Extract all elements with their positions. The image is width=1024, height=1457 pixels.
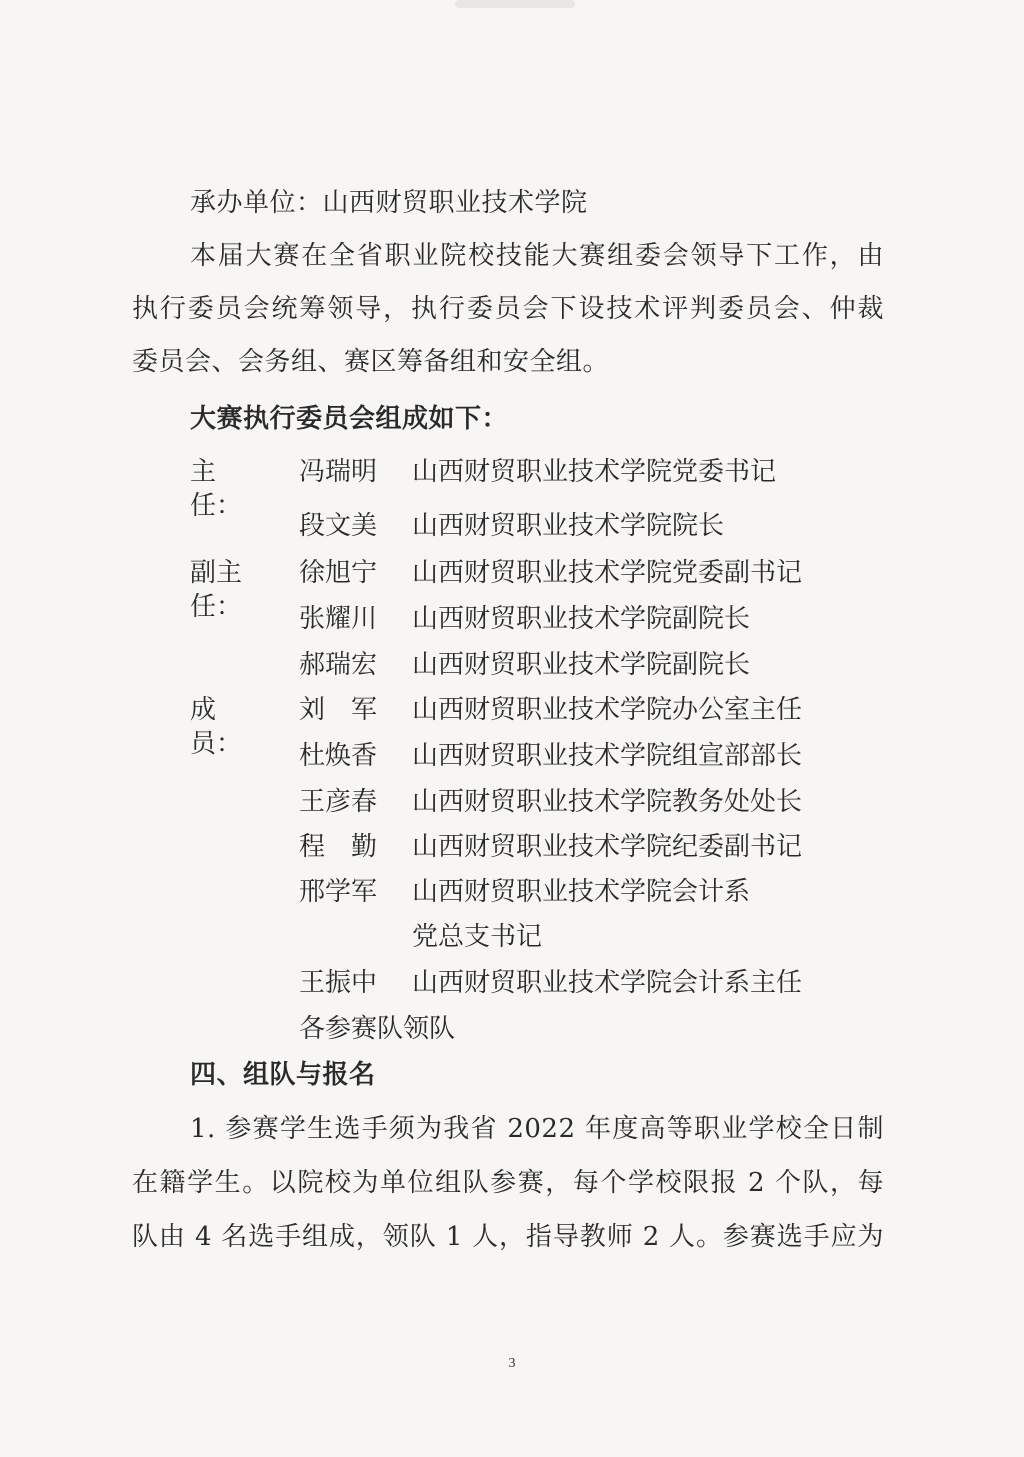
committee-heading: 大赛执行委员会组成如下： [190,404,509,434]
section-four-line-2: 在籍学生。以院校为单位组队参赛，每个学校限报 2 个队，每 [132,1168,884,1198]
member-position: 山西财贸职业技术学院教务处处长 [412,787,803,817]
scan-mark [455,0,575,8]
member-position: 山西财贸职业技术学院办公室主任 [412,695,803,725]
member-position-continued: 党总支书记 [412,922,543,952]
member-position: 山西财贸职业技术学院组宣部部长 [412,741,803,771]
section-four-line-3: 队由 4 名选手组成，领队 1 人，指导教师 2 人。参赛选手应为 [132,1222,884,1252]
member-name: 王振中 [299,968,378,998]
member-position: 山西财贸职业技术学院会计系主任 [412,968,803,998]
director-label: 主 任： [190,457,243,521]
vice-director-label: 副主任： [190,558,243,622]
member-label: 成 员： [190,695,243,759]
section-four-line-1: 1. 参赛学生选手须为我省 2022 年度高等职业学校全日制 [190,1114,884,1144]
member-name: 徐旭宁 [299,558,378,588]
member-position: 山西财贸职业技术学院纪委副书记 [412,832,803,862]
team-leaders: 各参赛队领队 [299,1014,456,1044]
member-name: 王彦春 [299,787,378,817]
page-number: 3 [508,1356,516,1371]
intro-line-1: 本届大赛在全省职业院校技能大赛组委会领导下工作，由 [190,241,884,271]
intro-line-3: 委员会、会务组、赛区筹备组和安全组。 [132,347,610,377]
member-name: 杜焕香 [299,741,378,771]
member-name: 张耀川 [299,604,378,634]
member-name: 邢学军 [299,877,378,907]
member-position: 山西财贸职业技术学院党委书记 [412,457,777,487]
member-position: 山西财贸职业技术学院副院长 [412,604,751,634]
member-name: 段文美 [299,511,378,541]
member-name: 刘 军 [299,695,378,725]
section-four-heading: 四、组队与报名 [190,1060,376,1090]
member-position: 山西财贸职业技术学院院长 [412,511,725,541]
organizer-line: 承办单位：山西财贸职业技术学院 [190,188,588,218]
member-position: 山西财贸职业技术学院会计系 [412,877,751,907]
intro-line-2: 执行委员会统筹领导，执行委员会下设技术评判委员会、仲裁 [132,294,884,324]
member-position: 山西财贸职业技术学院副院长 [412,650,751,680]
member-position: 山西财贸职业技术学院党委副书记 [412,558,803,588]
member-name: 冯瑞明 [299,457,378,487]
member-name: 郝瑞宏 [299,650,378,680]
member-name: 程 勤 [299,832,378,862]
